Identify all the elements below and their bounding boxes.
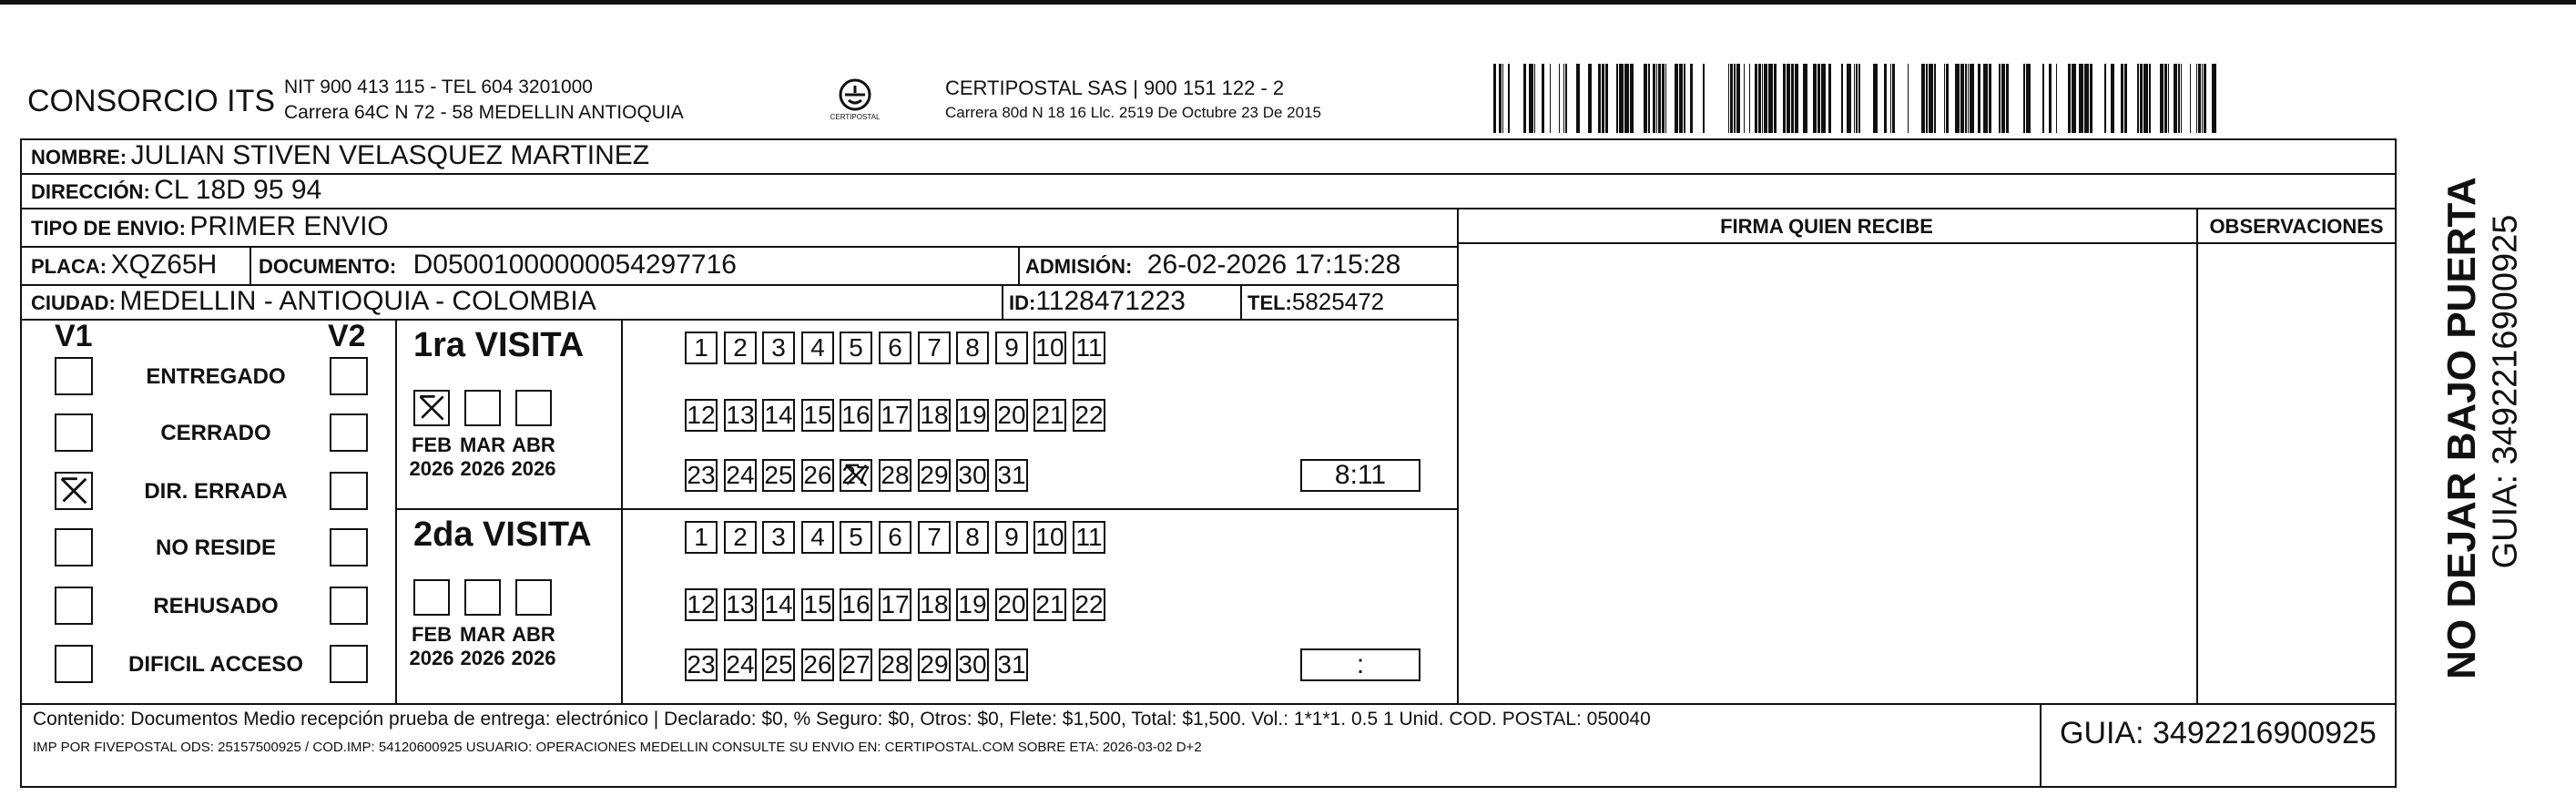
visit-1-day-25[interactable]: 25: [762, 459, 795, 492]
visit-2-month-feb-box[interactable]: [413, 579, 450, 616]
visit-1-day-6[interactable]: 6: [879, 332, 911, 364]
status-label-entregado: ENTREGADO: [146, 364, 286, 389]
v2-checkbox-dificil-acceso[interactable]: [330, 645, 368, 683]
visit-2-month-abr-box[interactable]: [515, 579, 552, 616]
visit-1-day-8[interactable]: 8: [956, 332, 989, 364]
certipostal-logo: [823, 75, 887, 129]
visit-2-day-18[interactable]: 18: [918, 588, 951, 621]
visit-2-day-14[interactable]: 14: [762, 588, 795, 621]
top-rule: [0, 0, 2576, 5]
direccion-row: [31, 175, 321, 206]
visit-2-day-9[interactable]: 9: [995, 521, 1028, 554]
carrier-line-1: CERTIPOSTAL SAS | 900 151 122 - 2: [945, 77, 1285, 99]
visit-2-day-8[interactable]: 8: [956, 521, 989, 554]
visit-2-day-25[interactable]: 25: [762, 648, 795, 681]
visit-1-day-1[interactable]: 1: [685, 332, 718, 364]
direccion-value: CL 18D 95 94: [154, 175, 322, 205]
visit-2-month-abr-label: ABR 2026: [511, 623, 556, 669]
status-label-dificil-acceso: DIFICIL ACCESO: [127, 652, 303, 677]
tipo-row: [31, 211, 389, 242]
visit-2-day-10[interactable]: 10: [1033, 521, 1066, 554]
visit-2-day-4[interactable]: 4: [801, 521, 834, 554]
visit-1-day-23[interactable]: 23: [685, 459, 718, 492]
visit-2-month-feb-label: FEB 2026: [409, 623, 454, 669]
visit-1-day-3[interactable]: 3: [762, 332, 795, 364]
visit-1-day-20[interactable]: 20: [995, 399, 1028, 432]
ciudad-value: MEDELLIN - ANTIOQUIA - COLOMBIA: [119, 286, 596, 316]
visit-1-day-7[interactable]: 7: [918, 332, 951, 364]
admision-label: ADMISIÓN:: [1025, 255, 1133, 278]
v1-checkbox-dificil-acceso[interactable]: [55, 645, 93, 683]
v1-checkbox-cerrado[interactable]: [55, 413, 93, 452]
placa-field: [31, 250, 217, 281]
placa-value: XQZ65H: [110, 250, 218, 280]
visit-1-day-4[interactable]: 4: [801, 332, 834, 364]
footer-content: Contenido: Documentos Medio recepción prueba de entrega: electrónico | Declarado: $0, % Seguro: $0, Otros: $0, Flete: $1,500, Total: $1,500. Vol.: 1*1*1. 0.5 1 Unid. COD. POSTAL: 050040: [33, 709, 1651, 730]
v1-checkbox-dir-errada[interactable]: [55, 472, 93, 510]
status-label-cerrado: CERRADO: [160, 421, 271, 445]
footer-guia: GUIA: 3492216900925: [2060, 716, 2377, 750]
visit-1-day-18[interactable]: 18: [918, 399, 951, 432]
visit-1-day-15[interactable]: 15: [801, 399, 834, 432]
visit-1-day-16[interactable]: 16: [840, 399, 872, 432]
documento-field: [259, 250, 737, 281]
documento-label: DOCUMENTO:: [259, 255, 397, 278]
visit-2-day-28[interactable]: 28: [879, 648, 911, 681]
id-field: [1009, 286, 1186, 317]
visit-1-month-abr-label: ABR 2026: [511, 434, 556, 480]
visit-1-time-box[interactable]: 8:11: [1300, 459, 1420, 492]
nombre-row: [31, 140, 649, 171]
observaciones-header: OBSERVACIONES: [2209, 215, 2384, 238]
id-value: 1128471223: [1035, 286, 1186, 316]
visit-2-day-3[interactable]: 3: [762, 521, 795, 554]
carrier-line-2: Carrera 80d N 18 16 Llc. 2519 De Octubre 23 De 2015: [945, 104, 1321, 121]
visit-1-day-14[interactable]: 14: [762, 399, 795, 432]
v1-checkbox-no-reside[interactable]: [55, 528, 93, 566]
visit-2-day-27[interactable]: 27: [840, 648, 872, 681]
visit-2-day-2[interactable]: 2: [724, 521, 757, 554]
visit-2-day-19[interactable]: 19: [956, 588, 989, 621]
visit-1-month-mar-box[interactable]: [464, 390, 501, 426]
visit-1-day-22[interactable]: 22: [1073, 399, 1105, 432]
visit-2-day-7[interactable]: 7: [918, 521, 951, 554]
visit-1-day-9[interactable]: 9: [995, 332, 1028, 364]
visit-1-day-13[interactable]: 13: [724, 399, 757, 432]
ciudad-field: [31, 286, 596, 317]
visit-2-month-mar-box[interactable]: [464, 579, 501, 616]
visit-2-day-13[interactable]: 13: [724, 588, 757, 621]
visit-1-day-21[interactable]: 21: [1033, 399, 1066, 432]
direccion-label: DIRECCIÓN:: [31, 180, 150, 203]
visit-2-day-1[interactable]: 1: [685, 521, 718, 554]
visit-1-day-5[interactable]: 5: [840, 332, 872, 364]
v2-checkbox-entregado[interactable]: [330, 357, 368, 395]
documento-value: D05001000000054297716: [412, 250, 737, 280]
visit-2-day-20[interactable]: 20: [995, 588, 1028, 621]
v2-checkbox-dir-errada[interactable]: [330, 472, 368, 510]
v2-checkbox-rehusado[interactable]: [330, 587, 368, 625]
visit-1-day-29[interactable]: 29: [918, 459, 951, 492]
visit-1-month-mar-label: MAR 2026: [459, 434, 506, 480]
tel-value: 5825472: [1291, 288, 1385, 315]
v2-checkbox-cerrado[interactable]: [330, 413, 368, 452]
visit-2-month-mar-label: MAR 2026: [459, 623, 506, 669]
placa-label: PLACA:: [31, 255, 107, 278]
visit-1-day-27[interactable]: 27: [840, 459, 872, 492]
nombre-label: NOMBRE:: [31, 146, 127, 168]
footer-imp: IMP POR FIVEPOSTAL ODS: 25157500925 / COD.IMP: 54120600925 USUARIO: OPERACIONES MEDELLIN CONSULTE SU ENVIO EN: CERTIPOSTAL.COM SOBRE ETA: 2026-03-02 D+2: [33, 740, 1202, 755]
v2-checkbox-no-reside[interactable]: [330, 528, 368, 566]
visit-1-day-24[interactable]: 24: [724, 459, 757, 492]
status-label-no-reside: NO RESIDE: [155, 536, 277, 560]
v1-checkbox-entregado[interactable]: [55, 357, 93, 395]
company-line-2: Carrera 64C N 72 - 58 MEDELLIN ANTIOQUIA: [284, 102, 684, 123]
visit-1-day-12[interactable]: 12: [685, 399, 718, 432]
logo-label: CERTIPOSTAL: [830, 113, 881, 121]
visit-1-day-10[interactable]: 10: [1033, 332, 1066, 364]
visit-2-day-16[interactable]: 16: [840, 588, 872, 621]
visit-1-day-31[interactable]: 31: [995, 459, 1028, 492]
tipo-value: PRIMER ENVIO: [189, 211, 389, 241]
visit-1-day-2[interactable]: 2: [724, 332, 757, 364]
visit-1-month-feb-label: FEB 2026: [409, 434, 454, 480]
id-label: ID:: [1009, 291, 1036, 314]
visit-2-day-17[interactable]: 17: [879, 588, 911, 621]
visit-2-day-22[interactable]: 22: [1073, 588, 1105, 621]
visit-2-day-12[interactable]: 12: [685, 588, 718, 621]
tel-field: [1247, 288, 1384, 316]
visit-1-title: 1ra VISITA: [413, 326, 585, 364]
visit-2-day-5[interactable]: 5: [840, 521, 872, 554]
status-label-dir-errada: DIR. ERRADA: [144, 479, 288, 504]
visit-2-time-box[interactable]: :: [1300, 648, 1420, 681]
nombre-value: JULIAN STIVEN VELASQUEZ MARTINEZ: [130, 140, 650, 170]
side-warning: NO DEJAR BAJO PUERTA: [2439, 177, 2484, 679]
visit-1-month-abr-box[interactable]: [515, 390, 552, 426]
visit-2-title: 2da VISITA: [413, 515, 592, 554]
tel-label: TEL:: [1247, 291, 1292, 314]
visit-2-day-29[interactable]: 29: [918, 648, 951, 681]
barcode: [1493, 64, 2227, 133]
visit-1-day-17[interactable]: 17: [879, 399, 911, 432]
side-guia: GUIA: 3492216900925: [2486, 214, 2525, 569]
company-line-1: NIT 900 413 115 - TEL 604 3201000: [284, 77, 593, 97]
visit-1-day-30[interactable]: 30: [956, 459, 989, 492]
visit-2-day-31[interactable]: 31: [995, 648, 1028, 681]
visit-2-day-15[interactable]: 15: [801, 588, 834, 621]
visit-1-month-feb-box[interactable]: [413, 390, 450, 426]
visit-1-day-26[interactable]: 26: [801, 459, 834, 492]
v2-header: V2: [328, 319, 366, 353]
visit-2-day-23[interactable]: 23: [685, 648, 718, 681]
firma-header: FIRMA QUIEN RECIBE: [1720, 215, 1933, 238]
company-name: CONSORCIO ITS: [27, 84, 276, 118]
visit-2-day-24[interactable]: 24: [724, 648, 757, 681]
v1-header: V1: [55, 319, 93, 353]
visit-2-day-11[interactable]: 11: [1073, 521, 1105, 554]
visit-2-day-6[interactable]: 6: [879, 521, 911, 554]
visit-2-day-30[interactable]: 30: [956, 648, 989, 681]
visit-2-day-26[interactable]: 26: [801, 648, 834, 681]
status-label-rehusado: REHUSADO: [153, 594, 279, 618]
tipo-label: TIPO DE ENVIO:: [31, 217, 186, 240]
visit-2-day-21[interactable]: 21: [1033, 588, 1066, 621]
v1-checkbox-rehusado[interactable]: [55, 587, 93, 625]
visit-1-day-11[interactable]: 11: [1073, 332, 1105, 364]
ciudad-label: CIUDAD:: [31, 291, 116, 314]
admision-field: [1025, 250, 1400, 281]
visit-1-day-19[interactable]: 19: [956, 399, 989, 432]
visit-1-day-28[interactable]: 28: [879, 459, 911, 492]
admision-value: 26-02-2026 17:15:28: [1146, 250, 1401, 280]
